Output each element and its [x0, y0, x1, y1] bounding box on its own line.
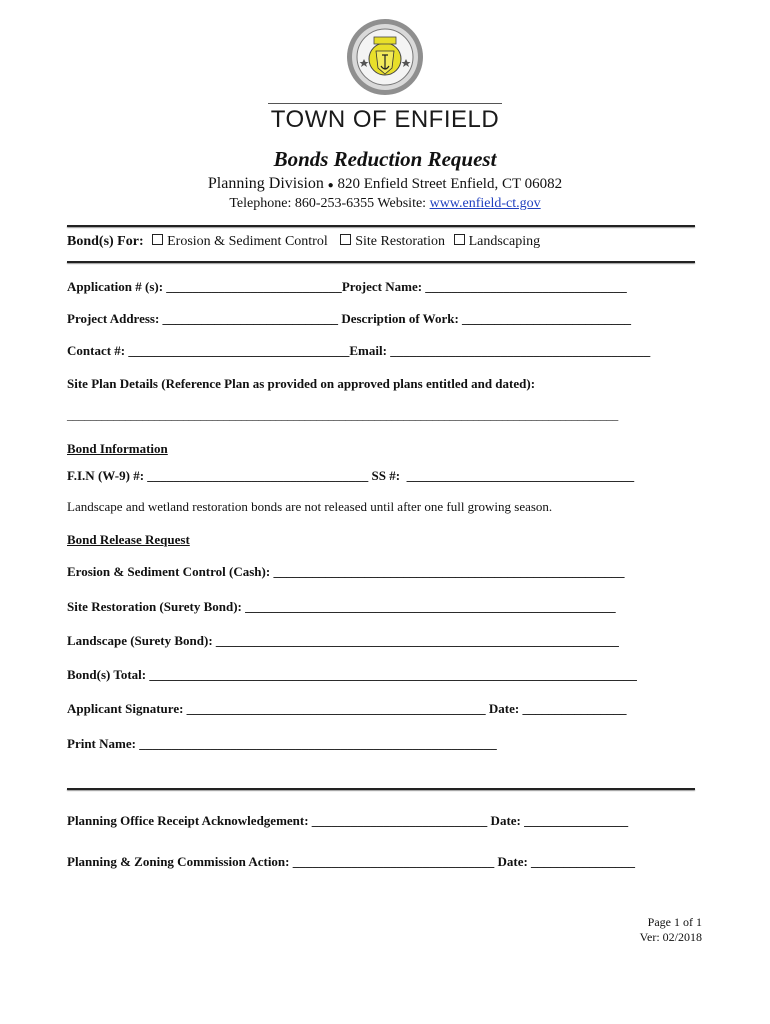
town-name: TOWN OF ENFIELD — [270, 106, 500, 133]
title-rule — [268, 103, 502, 104]
site-restoration-checkbox[interactable] — [340, 234, 351, 245]
contact-line — [0, 196, 770, 212]
division-name: Planning Division — [207, 175, 324, 192]
landscaping-checkbox[interactable] — [454, 234, 465, 245]
application-label: Application # (s): ___________________________ — [67, 279, 342, 294]
division-address: 820 Enfield Street Enfield, CT 06082 — [337, 176, 563, 192]
office-rule — [67, 788, 695, 790]
landscaping-option-label: Landscaping — [468, 234, 541, 249]
bonds-rule — [67, 261, 695, 263]
print-name-field[interactable]: Print Name: _______________________________________________________ — [67, 736, 497, 751]
erosion-checkbox[interactable] — [152, 234, 163, 245]
bond-release-heading: Bond Release Request — [67, 532, 190, 547]
contact-label: Contact #: __________________________________ — [67, 343, 350, 358]
division-line — [0, 175, 770, 193]
erosion-option-label: Erosion & Sediment Control — [167, 234, 328, 249]
applicant-signature-field[interactable]: Applicant Signature: ______________________________________________ Date: ________________ — [67, 701, 627, 716]
document-title: Bonds Reduction Request — [273, 147, 497, 171]
erosion-cash-field[interactable]: Erosion & Sediment Control (Cash): ______________________________________________________ — [67, 564, 625, 579]
site-plan-label: Site Plan Details (Reference Plan as provided on approved plans entitled and dated): — [67, 376, 536, 391]
version-label: Ver: 02/2018 — [639, 930, 702, 944]
site-restoration-surety-field[interactable]: Site Restoration (Surety Bond): _________________________________________________________ — [67, 599, 616, 614]
page-number: Page 1 of 1 — [647, 915, 702, 929]
project-name-label: Project Name: _______________________________ — [341, 279, 627, 294]
landscape-surety-field[interactable]: Landscape (Surety Bond): ______________________________________________________________ — [67, 633, 619, 648]
bond-information-heading: Bond Information — [67, 441, 168, 456]
bullet: ● — [327, 180, 334, 191]
telephone-text: Telephone: 860-253-6355 Website: — [229, 196, 430, 211]
bonds-total-field[interactable]: Bond(s) Total: ___________________________________________________________________________ — [67, 667, 637, 682]
town-seal-logo — [346, 18, 424, 96]
site-restoration-option-label: Site Restoration — [355, 234, 446, 249]
bonds-for-row — [67, 234, 540, 250]
email-label: Email: ________________________________________ — [349, 343, 651, 358]
project-address-field[interactable] — [67, 311, 631, 327]
header-rule — [67, 225, 695, 227]
website-link[interactable]: www.enfield-ct.gov — [429, 196, 541, 211]
commission-action-field[interactable]: Planning & Zoning Commission Action: _______________________________ Date: ________________ — [67, 854, 636, 869]
application-field[interactable] — [67, 279, 627, 295]
bonds-for-label: Bond(s) For: — [67, 234, 144, 249]
fin-field[interactable]: F.I.N (W-9) #: __________________________________ SS #: ___________________________________ — [67, 468, 635, 483]
office-receipt-field[interactable]: Planning Office Receipt Acknowledgement: ___________________________ Date: ________________ — [67, 813, 629, 828]
bond-note: Landscape and wetland restoration bonds are not released until after one full growing season. — [67, 499, 553, 514]
project-address-label: Project Address: ___________________________ — [67, 311, 342, 326]
contact-field[interactable] — [67, 343, 650, 359]
description-label: Description of Work: __________________________ — [341, 311, 632, 326]
site-plan-input-line[interactable]: _______________________________________________________________________________________________ — [67, 408, 619, 422]
